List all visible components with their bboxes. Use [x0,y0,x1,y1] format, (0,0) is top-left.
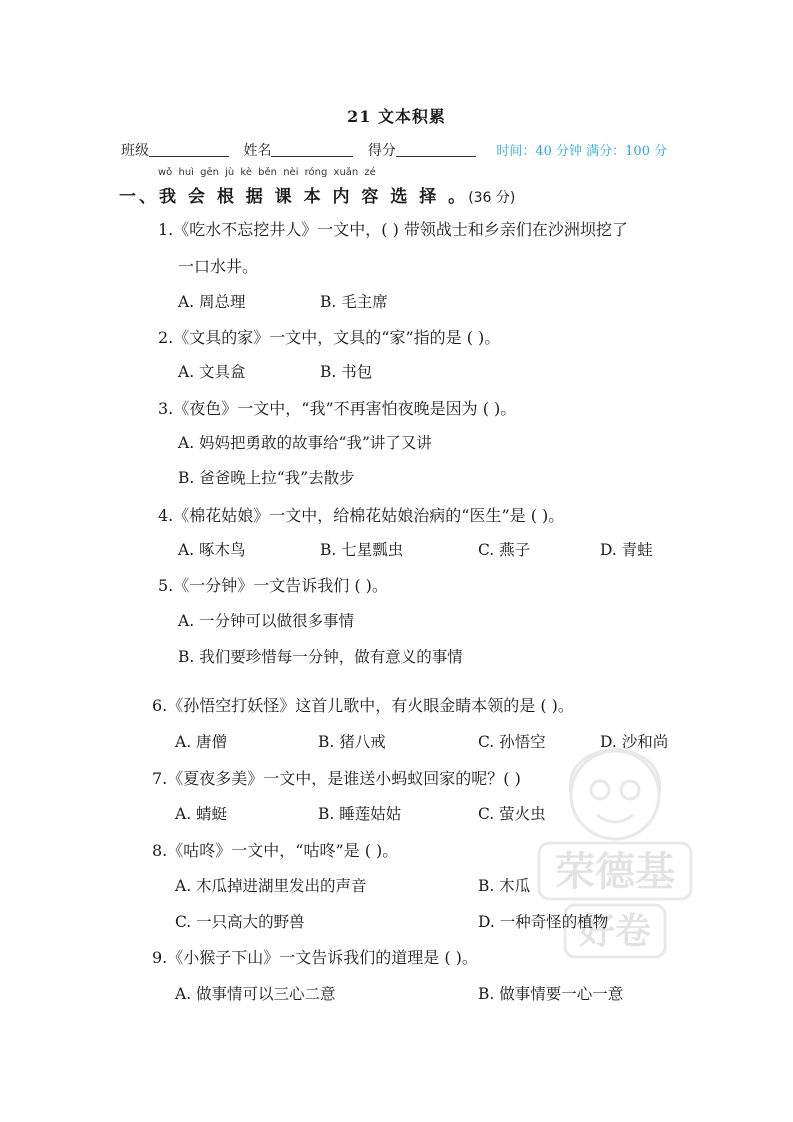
question-1: 1.《吃水不忘挖井人》一文中，( ) 带领战士和乡亲们在沙洲坝挖了 [158,220,628,239]
q5-option-b[interactable]: B. 我们要珍惜每一分钟，做有意义的事情 [178,648,463,666]
class-label: 班级 [121,143,149,159]
q6-option-d[interactable]: D. 沙和尚 [600,733,669,751]
name-blank[interactable] [271,142,353,157]
q4-option-a[interactable]: A. 啄木鸟 [178,541,246,559]
q7-option-c[interactable]: C. 萤火虫 [478,805,546,823]
score-label: 得分 [367,143,396,159]
q4-option-b[interactable]: B. 七星瓢虫 [320,541,404,559]
q8-option-a[interactable]: A. 木瓜掉进湖里发出的声音 [175,877,367,895]
watermark-text-1: 荣德基 [555,849,675,895]
watermark-text-2: 好卷 [578,911,652,952]
question-8: 8.《咕咚》一文中，“咕咚”是 ( )。 [152,841,399,860]
page-title: 21 文本积累 [347,107,446,126]
name-label: 姓名 [243,143,272,159]
question-5: 5.《一分钟》一文告诉我们 ( )。 [158,576,388,595]
time-info: 时间：40 分钟 满分：100 分 [496,144,668,159]
section-title [119,182,515,207]
watermark-logo-icon [525,735,705,975]
q4-option-c[interactable]: C. 燕子 [478,541,531,559]
q6-option-b[interactable]: B. 猪八戒 [318,733,386,751]
q1-option-a[interactable]: A. 周总理 [178,293,246,311]
q3-option-a[interactable]: A. 妈妈把勇敢的故事给“我”讲了又讲 [178,434,432,452]
score-blank[interactable] [396,142,476,157]
section-title-text: 一、我 会 根 据 课 本 内 容 选 择 。 [119,187,469,207]
q8-option-d[interactable]: D. 一种奇怪的植物 [478,913,609,931]
student-info-row [121,140,667,160]
question-1-continued: 一口水井。 [178,257,259,276]
question-3: 3.《夜色》一文中，“我”不再害怕夜晚是因为 ( )。 [158,399,517,418]
section-pinyin: wǒ huì gēn jù kè běn nèi róng xuǎn zé [158,167,376,178]
q5-option-a[interactable]: A. 一分钟可以做很多事情 [178,612,355,630]
q6-option-a[interactable]: A. 唐僧 [175,733,228,751]
question-6: 6.《孙悟空打妖怪》这首儿歌中，有火眼金睛本领的是 ( )。 [152,696,574,715]
q9-option-a[interactable]: A. 做事情可以三心二意 [175,985,336,1003]
question-2: 2.《文具的家》一文中，文具的“家”指的是 ( )。 [158,328,501,347]
q3-option-b[interactable]: B. 爸爸晚上拉“我”去散步 [178,469,355,487]
question-7: 7.《夏夜多美》一文中，是谁送小蚂蚁回家的呢？( ) [152,769,521,788]
question-4: 4.《棉花姑娘》一文中，给棉花姑娘治病的“医生”是 ( )。 [158,506,565,525]
q7-option-b[interactable]: B. 睡莲姑姑 [318,805,402,823]
q9-option-b[interactable]: B. 做事情要一心一意 [478,985,624,1003]
q1-option-b[interactable]: B. 毛主席 [320,293,388,311]
q8-option-b[interactable]: B. 木瓜 [478,877,531,895]
q4-option-d[interactable]: D. 青蛙 [600,541,653,559]
q6-option-c[interactable]: C. 孙悟空 [478,733,546,751]
q2-option-b[interactable]: B. 书包 [320,363,373,381]
q8-option-c[interactable]: C. 一只高大的野兽 [175,913,305,931]
question-9: 9.《小猴子下山》一文告诉我们的道理是 ( )。 [152,948,478,967]
q7-option-a[interactable]: A. 蜻蜓 [175,805,228,823]
section-score: (36 分) [468,190,516,206]
class-blank[interactable] [149,142,229,157]
q2-option-a[interactable]: A. 文具盒 [178,363,246,381]
